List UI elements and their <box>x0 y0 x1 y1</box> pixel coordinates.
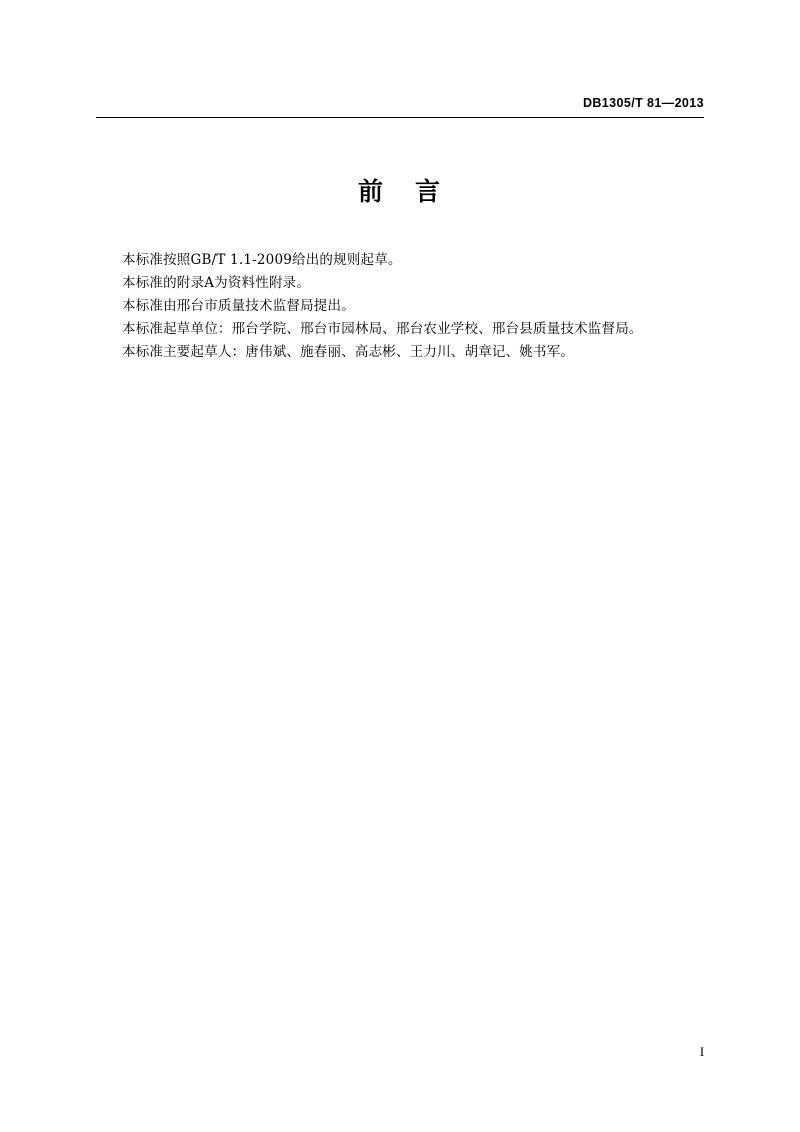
page-number: I <box>699 1045 704 1059</box>
foreword-paragraph: 本标准主要起草人：唐伟斌、施春丽、高志彬、王力川、胡章记、姚书军。 <box>122 344 575 360</box>
foreword-paragraph: 本标准起草单位：邢台学院、邢台市园林局、邢台农业学校、邢台县质量技术监督局。 <box>122 321 643 337</box>
foreword-paragraph: 本标准按照GB/T 1.1-2009给出的规则起草。 <box>122 252 402 268</box>
foreword-paragraph: 本标准的附录A为资料性附录。 <box>122 275 311 291</box>
foreword-body <box>122 249 702 364</box>
page-title-left: 前 <box>357 177 385 206</box>
foreword-paragraph: 本标准由邢台市质量技术监督局提出。 <box>122 298 355 314</box>
header-divider <box>96 117 704 118</box>
page-title <box>0 172 800 208</box>
page-title-right: 言 <box>415 177 443 206</box>
standard-number: DB1305/T 81—2013 <box>582 96 704 110</box>
